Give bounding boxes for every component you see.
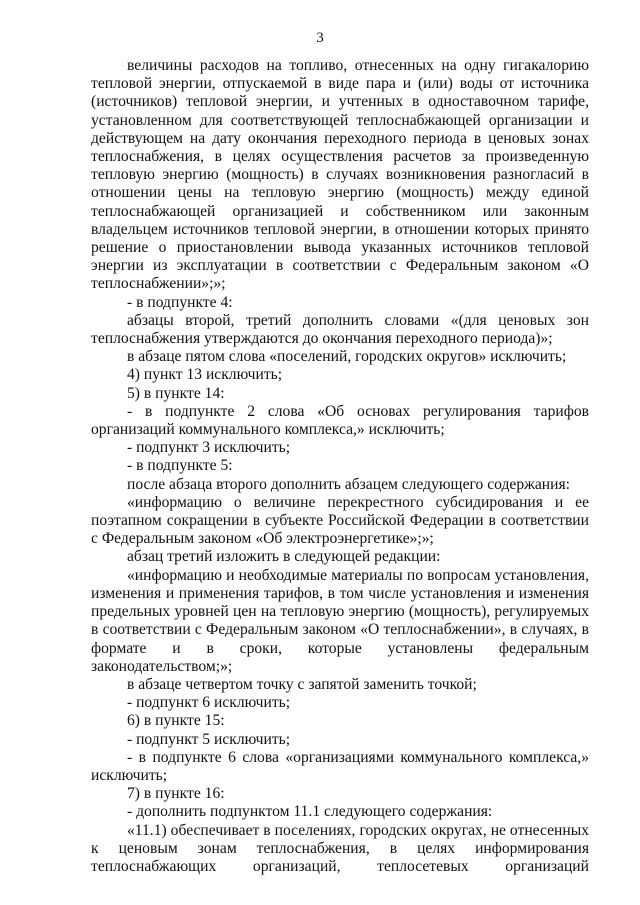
paragraph: 6) в пункте 15: — [127, 712, 225, 730]
paragraph: - подпункт 6 исключить; — [127, 694, 291, 712]
paragraph: абзац третий изложить в следующей редакции: — [127, 548, 441, 566]
paragraph: в абзаце пятом слова «поселений, городских округов» исключить; — [127, 348, 567, 366]
paragraph: «информацию о величине перекрестного субсидирования и ее поэтапном сокращении в субъекте Российской Федерации в соответствии с Федеральным законом «Об электроэнергетике»;»; — [91, 493, 589, 548]
paragraph: - в подпункте 6 слова «организациями коммунального комплекса,» исключить; — [91, 748, 589, 784]
paragraph: абзацы второй, третий дополнить словами «(для ценовых зон теплоснабжения утверждаются до окончания переходного периода)»; — [91, 311, 589, 348]
paragraph: - в подпункте 5: — [127, 457, 233, 475]
paragraph: 4) пункт 13 исключить; — [127, 366, 283, 384]
paragraph: величины расходов на топливо, отнесенных на одну гигакалорию тепловой энергии, отпускаемой в виде пара и (или) воды от источника (источников) тепловой энергии, и учтенных в одноставочном тарифе, установленном для соответствующей теплоснабжающей организации и действующем на дату окончания переходного периода в ценовых зонах теплоснабжения, в целях осуществления расчетов за произведенную тепловую энергию (мощность) в случаях возникновения разногласий в отношении цены на тепловую энергию (мощность) между единой теплоснабжающей организацией и собственником или законным владельцем источников тепловой энергии, в отношении которых принято решение о приостановлении вывода указанных источников тепловой энергии из эксплуатации в соответствии с Федеральным законом «О теплоснабжении»;»; — [91, 57, 589, 293]
paragraph: после абзаца второго дополнить абзацем следующего содержания: — [127, 475, 571, 493]
page-number: 3 — [316, 30, 324, 46]
paragraph: - подпункт 5 исключить; — [127, 730, 291, 748]
paragraph: - дополнить подпунктом 11.1 следующего содержания: — [127, 803, 493, 821]
paragraph: «информацию и необходимые материалы по вопросам установления, изменения и применения тарифов, в том числе установления и изменения предельных уровней цен на тепловую энергию (мощность), регулируемых в соответствии с Федеральным законом «О теплоснабжении», в случаях, в формате и в сроки, которые установлены федеральным законодательством;»; — [91, 566, 589, 675]
paragraph: 7) в пункте 16: — [127, 785, 225, 803]
document-body — [91, 57, 589, 876]
paragraph: 5) в пункте 14: — [127, 384, 225, 402]
paragraph: - в подпункте 2 слова «Об основах регулирования тарифов организаций коммунального комплекса,» исключить; — [91, 402, 589, 439]
paragraph: - подпункт 3 исключить; — [127, 439, 291, 457]
paragraph: - в подпункте 4: — [127, 293, 233, 311]
paragraph: в абзаце четвертом точку с запятой заменить точкой; — [127, 675, 477, 693]
paragraph: «11.1) обеспечивает в поселениях, городских округах, не отнесенных к ценовым зонам теплоснабжения, в целях информирования теплоснабжающих организаций, теплосетевых организаций — [91, 821, 589, 875]
